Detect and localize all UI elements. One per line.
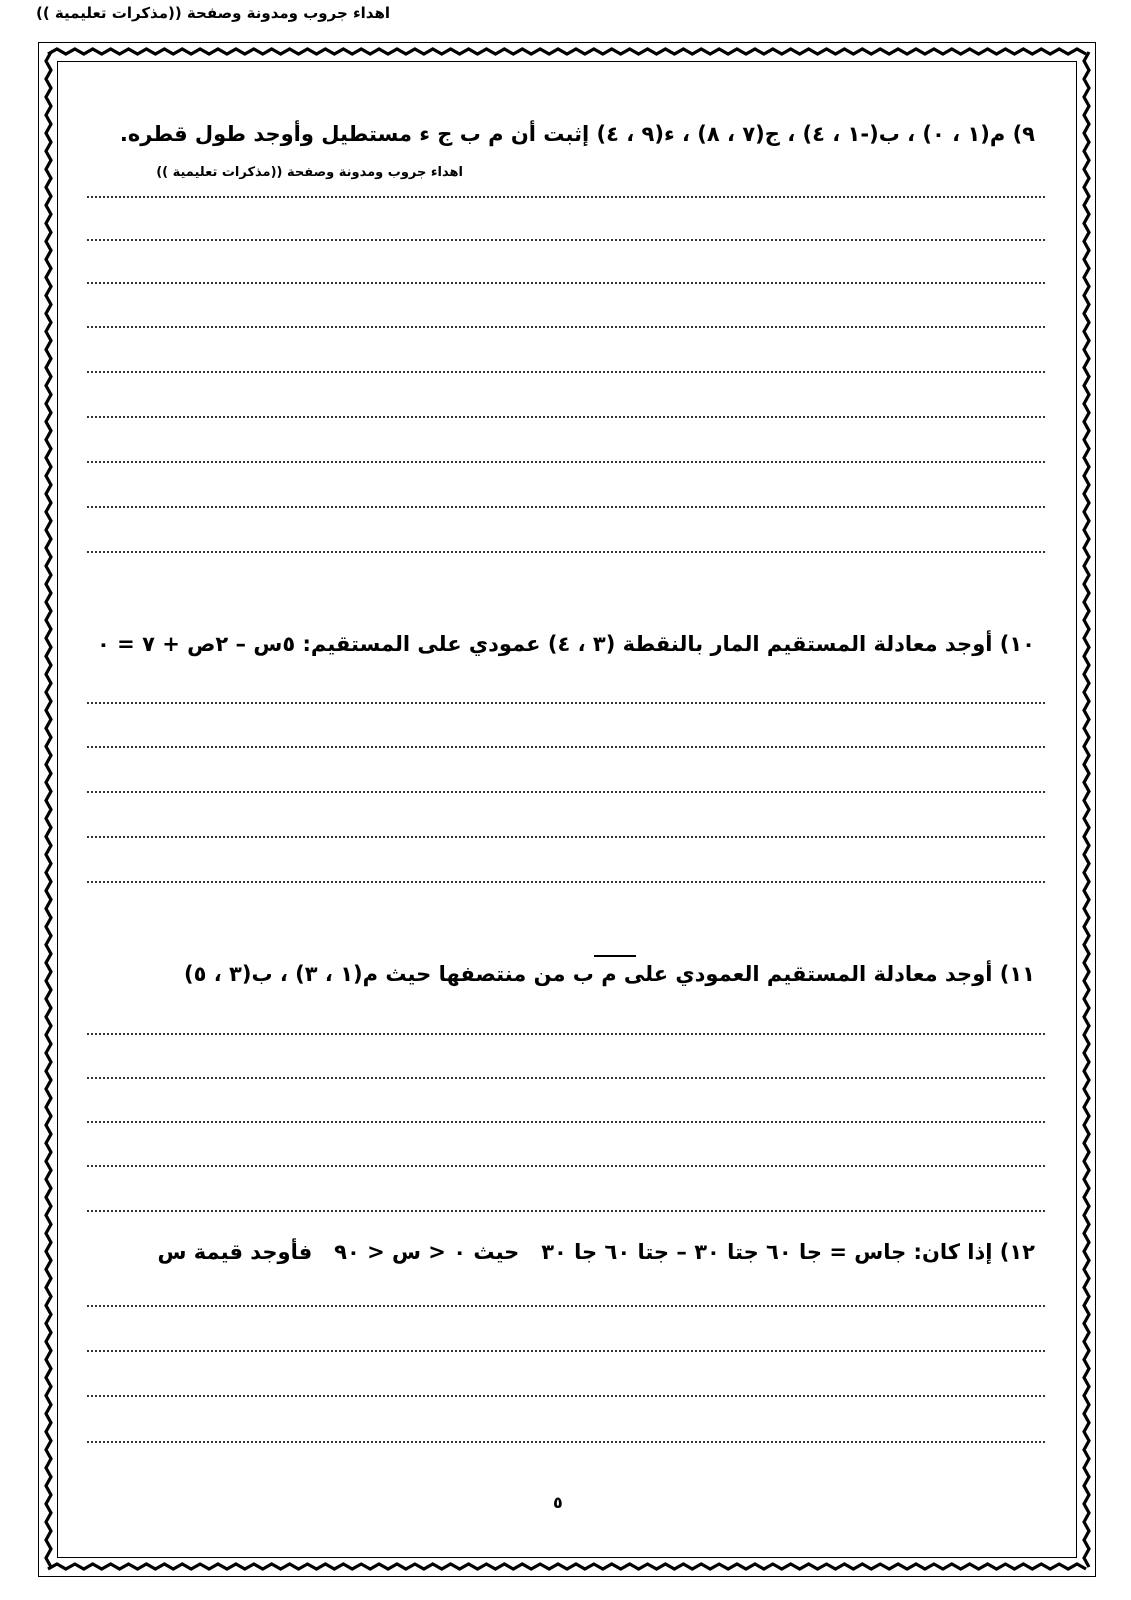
segment-overline <box>594 955 636 957</box>
answer-line[interactable] <box>87 1165 1045 1167</box>
answer-line[interactable] <box>87 1033 1045 1035</box>
answer-line[interactable] <box>87 1305 1045 1307</box>
inner-frame <box>57 61 1077 1558</box>
answer-line[interactable] <box>87 461 1045 463</box>
answer-line[interactable] <box>87 1395 1045 1397</box>
border-zigzag <box>1084 52 1089 1567</box>
border-zigzag <box>46 52 51 1567</box>
border-zigzag <box>48 1564 1086 1569</box>
border-zigzag <box>48 49 1086 54</box>
question-9: ٩) ﻡ(١ ، ٠) ، ب(-١ ، ٤) ، ج(٧ ، ٨) ، ء(٩ ، ٤) إثبت أن ﻡ ب ج ء مستطيل وأوجد طول قطره. <box>119 122 1035 146</box>
question-11: ١١) أوجد معادلة المستقيم العمودي على ﻡ ب من منتصفها حيث ﻡ(١ ، ٣) ، ب(٣ ، ٥) <box>183 962 1035 986</box>
answer-line[interactable] <box>87 551 1045 553</box>
page-frame <box>38 42 1096 1577</box>
answer-line[interactable] <box>87 836 1045 838</box>
sub-watermark: اهداء جروب ومدونة وصفحة ((مذكرات تعليمية )) <box>156 165 463 180</box>
answer-line[interactable] <box>87 416 1045 418</box>
answer-line[interactable] <box>87 506 1045 508</box>
question-10: ١٠) أوجد معادلة المستقيم المار بالنقطة (٣ ، ٤) عمودي على المستقيم: ٥س – ٢ص + ٧ = ٠ <box>97 632 1035 656</box>
answer-line[interactable] <box>87 282 1045 284</box>
answer-line[interactable] <box>87 239 1045 241</box>
answer-line[interactable] <box>87 1077 1045 1079</box>
answer-line[interactable] <box>87 326 1045 328</box>
answer-line[interactable] <box>87 371 1045 373</box>
answer-line[interactable] <box>87 1210 1045 1212</box>
answer-line[interactable] <box>87 1121 1045 1123</box>
page-number: ٥ <box>553 1493 563 1512</box>
answer-line[interactable] <box>87 1441 1045 1443</box>
answer-line[interactable] <box>87 1350 1045 1352</box>
answer-line[interactable] <box>87 196 1045 198</box>
answer-line[interactable] <box>87 746 1045 748</box>
answer-line[interactable] <box>87 791 1045 793</box>
answer-line[interactable] <box>87 702 1045 704</box>
answer-line[interactable] <box>87 881 1045 883</box>
question-12: ١٢) إذا كان: جاس = جا ٦٠ جتا ٣٠ – جتا ٦٠ جا ٣٠ حيث ٠ < س < ٩٠ فأوجد قيمة س <box>157 1240 1035 1264</box>
header-watermark: اهداء جروب ومدونة وصفحة ((مذكرات تعليمية )) <box>36 4 391 22</box>
